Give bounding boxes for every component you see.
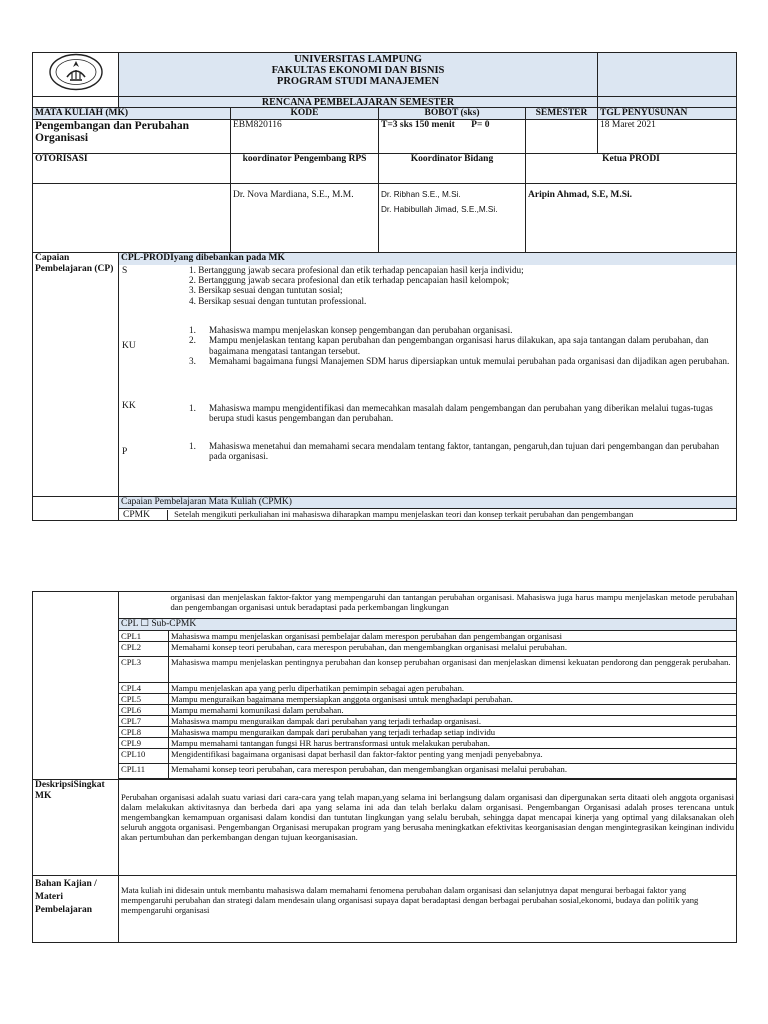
bobot-header: BOBOT (sks) — [379, 108, 526, 120]
cpmk-cont-code-blank — [119, 592, 169, 619]
rps-page-2 — [32, 591, 736, 943]
rps-table-page-2 — [32, 591, 737, 943]
cp-header: CPL-PRODIyang dibebankan pada MK — [119, 253, 737, 265]
cpl-ku-item: 3. Memahami bagaimana fungsi Manajemen SDM harus dipersiapkan untuk memulai perubahan pada organisasi dan dijadikan agen perubahan. — [189, 356, 730, 366]
otorisasi-h2: Koordinator Bidang — [379, 154, 526, 184]
rps-table-page-1 — [32, 52, 737, 521]
cpl-group-p — [119, 438, 737, 497]
cpl-s-item: 3. Bersikap sesuai dengan tuntutan sosial; — [189, 285, 343, 296]
subcpmk-code: CPL6 — [119, 705, 169, 716]
subcpmk-text: Mahasiswa mampu menguraikan dampak dari perubahan yang terjadi terhadap setiap individu — [169, 727, 737, 738]
mk-name: Pengembangan dan Perubahan Organisasi — [33, 120, 231, 154]
tgl-value: 18 Maret 2021 — [598, 120, 737, 154]
subcpmk-code: CPL10 — [119, 749, 169, 764]
deskripsi-label: DeskripsiSingkat MK — [33, 780, 119, 876]
cpl-kk-list — [189, 400, 734, 424]
subcpmk-text: Mahasiswa mampu menjelaskan pentingnya perubahan dan konsep perubahan organisasi dan menjelaskan dimensi kekuatan pendorong dan penggerak perubahan. — [169, 657, 737, 683]
subcpmk-code: CPL2 — [119, 642, 169, 657]
header-line-1: UNIVERSITAS LAMPUNG — [294, 54, 422, 65]
kode-header: KODE — [231, 108, 379, 120]
otorisasi-v1: Dr. Nova Mardiana, S.E., M.M. — [231, 184, 379, 253]
header-blank-cell — [598, 53, 737, 97]
logo-bottom-cell — [33, 97, 119, 108]
header-line-2: FAKULTAS EKONOMI DAN BISNIS — [271, 65, 445, 76]
cpl-s-item: 2. Bertanggung jawab secara profesional dan etik terhadap pencapaian hasil kelompok; — [189, 274, 510, 285]
cpl-s-item: 1. Bertanggung jawab secara profesional dan etik terhadap pencapaian hasil kerja individu; — [189, 264, 524, 275]
semester-header: SEMESTER — [526, 108, 598, 120]
bahan-text: Mata kuliah ini didesain untuk membantu mahasiswa dalam memahami fenomena perubahan dalam organisasi dan selanjutnya dapat mengurai berbagai faktor yang mempengaruhi perubahan dan strategi dalam mendesain ulang organisasi supaya dapat beradaptasi dengan berbagai perubahan sosial,ekonomi, budaya dan politik yang mempengaruhi organisasi — [119, 876, 737, 943]
subcpmk-text: Mampu menguraikan bagaimana mempersiapkan anggota organisasi untuk menghadapi perubahan. — [169, 694, 737, 705]
subcpmk-text: Mampu memahami tantangan fungsi HR harus bertransformasi untuk melakukan perubahan. — [169, 738, 737, 749]
otorisasi-h3: Ketua PRODI — [526, 154, 737, 184]
sks-cell — [379, 120, 526, 154]
cpl-ku-item: 2. Mampu menjelaskan tentang kapan perubahan dan pengembangan organisasi harus dilakukan, apa saja tantangan dalam perubahan, dan bagaimana mengatasi tantangan tersebut. — [189, 335, 709, 356]
cpl-code-ku: KU — [122, 340, 136, 351]
mk-header: MATA KULIAH (MK) — [33, 108, 231, 120]
subcpmk-code: CPL7 — [119, 716, 169, 727]
koordinator-bidang-1: Dr. Ribhan S.E., M.Si. — [381, 190, 461, 199]
subcpmk-text: Memahami konsep teori perubahan, cara merespon perubahan, dan mengembangkan organisasi melalui perubahan. — [169, 642, 737, 657]
cpl-kk-item: 1. Mahasiswa mampu mengidentifikasi dan memecahkan masalah dalam pengembangan dan perubahan yang diberikan melalui tugas-tugas berupa studi kasus pengembangan dan perubahan. — [189, 402, 713, 423]
rps-title: RENCANA PEMBELAJARAN SEMESTER — [119, 97, 598, 108]
subcpmk-code: CPL1 — [119, 631, 169, 642]
cpl-s-list — [189, 265, 734, 307]
cpl-s-item: 4. Bersikap sesuai dengan tuntutan professional. — [189, 295, 367, 306]
subcpmk-text: Mengidentifikasi bagaimana organisasi dapat berhasil dan faktor-faktor penting yang menjadi penyebabnya. — [169, 749, 737, 764]
subcpmk-text: Mahasiswa mampu menjelaskan organisasi pembelajar dalam merespon perubahan dan pengembangan organisasi — [169, 631, 737, 642]
rps-page-1 — [32, 52, 736, 521]
otorisasi-v2 — [379, 184, 526, 253]
cpl-p-list — [189, 438, 734, 462]
cpmk-cont-left-blank — [33, 592, 119, 780]
cpl-code-s: S — [122, 265, 128, 276]
bahan-label: Bahan Kajian / Materi Pembelajaran — [33, 876, 119, 943]
cpmk-code: CPMK — [121, 510, 168, 520]
cpl-p-item: 1. Mahasiswa menetahui dan memahami secara mendalam tentang faktor, tantangan, pengaruh,dan tujuan dari pengembangan dan perubahan pada organisasi. — [189, 440, 720, 461]
subcpmk-code: CPL9 — [119, 738, 169, 749]
logo-cell — [33, 53, 119, 97]
cpl-group-kk — [119, 400, 737, 438]
tgl-header: TGL PENYUSUNAN — [598, 108, 737, 120]
semester-value — [526, 120, 598, 154]
sks-value: T=3 sks 150 menit — [381, 120, 455, 130]
deskripsi-text: Perubahan organisasi adalah suatu variasi dari cara-cara yang telah mapan,yang selama ini berlangsung dalam organisasi dan dipergunakan serta ditaati oleh anggota organisasi dalam melakukan aktivitasnya dan berbeda dari apa yang selama ini ada dan telah berlaku dalam organisasi. Pengembangan Organisasi adalah proses terencana untuk mengembangkan kemampuan organisasi dalam kondisi dan tuntutan lingkungan yang selalu berubah, sehingga dapat mencapai kinerja yang optimal yang dilaksanakan oleh seluruh anggota organisasi. Pengembangan Organisasi merupakan program yang berusaha meningkatkan efektivitas keorganisasian dengan mengintegrasikan keinginan individu akan pertumbuhan dan perkembangan dengan tujuan keorganisasian. — [119, 780, 737, 876]
header-line-3: PROGRAM STUDI MANAJEMEN — [276, 76, 440, 87]
koordinator-bidang-2: Dr. Habibullah Jimad, S.E.,M.Si. — [381, 205, 498, 214]
cpmk-row — [119, 509, 737, 521]
university-header — [119, 53, 598, 97]
cpl-ku-list — [189, 325, 734, 367]
subcpmk-text: Memahami konsep teori perubahan, cara merespon perubahan, dan mengembangkan organisasi melalui perubahan. — [169, 764, 737, 779]
subcpmk-code: CPL8 — [119, 727, 169, 738]
subcpmk-code: CPL11 — [119, 764, 169, 779]
cpmk-text-part-1: Setelah mengikuti perkuliahan ini mahasiswa diharapkan mampu menjelaskan teori dan konsep terkait perubahan dan pengembangan — [174, 509, 634, 519]
university-seal-icon — [48, 53, 104, 91]
subcpmk-header: CPL ☐ Sub-CPMK — [119, 619, 737, 631]
header-blank-cell-2 — [598, 97, 737, 108]
otorisasi-label: OTORISASI — [33, 154, 231, 184]
subcpmk-text: Mampu memahami komunikasi dalam perubahan. — [169, 705, 737, 716]
subcpmk-text: Mampu menjelaskan apa yang perlu diperhatikan pemimpin sebagai agen perubahan. — [169, 683, 737, 694]
cpl-group-ku — [119, 325, 737, 400]
otorisasi-blank — [33, 184, 231, 253]
cpmk-left-blank — [33, 497, 119, 521]
cpl-ku-item: 1. Mahasiswa mampu menjelaskan konsep pengembangan dan perubahan organisasi. — [189, 324, 513, 335]
subcpmk-code: CPL3 — [119, 657, 169, 683]
otorisasi-v3: Aripin Ahmad, S.E, M.Si. — [526, 184, 737, 253]
cpl-group-s — [119, 265, 737, 325]
cp-label: Capaian Pembelajaran (CP) — [33, 253, 119, 497]
p-value: P= 0 — [471, 120, 490, 130]
kode-value: EBM820116 — [231, 120, 379, 154]
cpmk-text-part-2: organisasi dan menjelaskan faktor-faktor yang mempengaruhi dan tantangan perubahan organisasi. Mahasiswa juga harus mampu menjelaskan metode perubahan dan pengembangan organisasi untuk beradaptasi pada perkembangan lingkungan — [169, 592, 737, 619]
cpmk-header: Capaian Pembelajaran Mata Kuliah (CPMK) — [119, 497, 737, 509]
cpl-code-kk: KK — [122, 400, 136, 411]
cpl-code-p: P — [122, 446, 128, 457]
subcpmk-text: Mahasiswa mampu menguraikan dampak dari perubahan yang terjadi terhadap organisasi. — [169, 716, 737, 727]
subcpmk-code: CPL5 — [119, 694, 169, 705]
subcpmk-code: CPL4 — [119, 683, 169, 694]
otorisasi-h1: koordinator Pengembang RPS — [231, 154, 379, 184]
